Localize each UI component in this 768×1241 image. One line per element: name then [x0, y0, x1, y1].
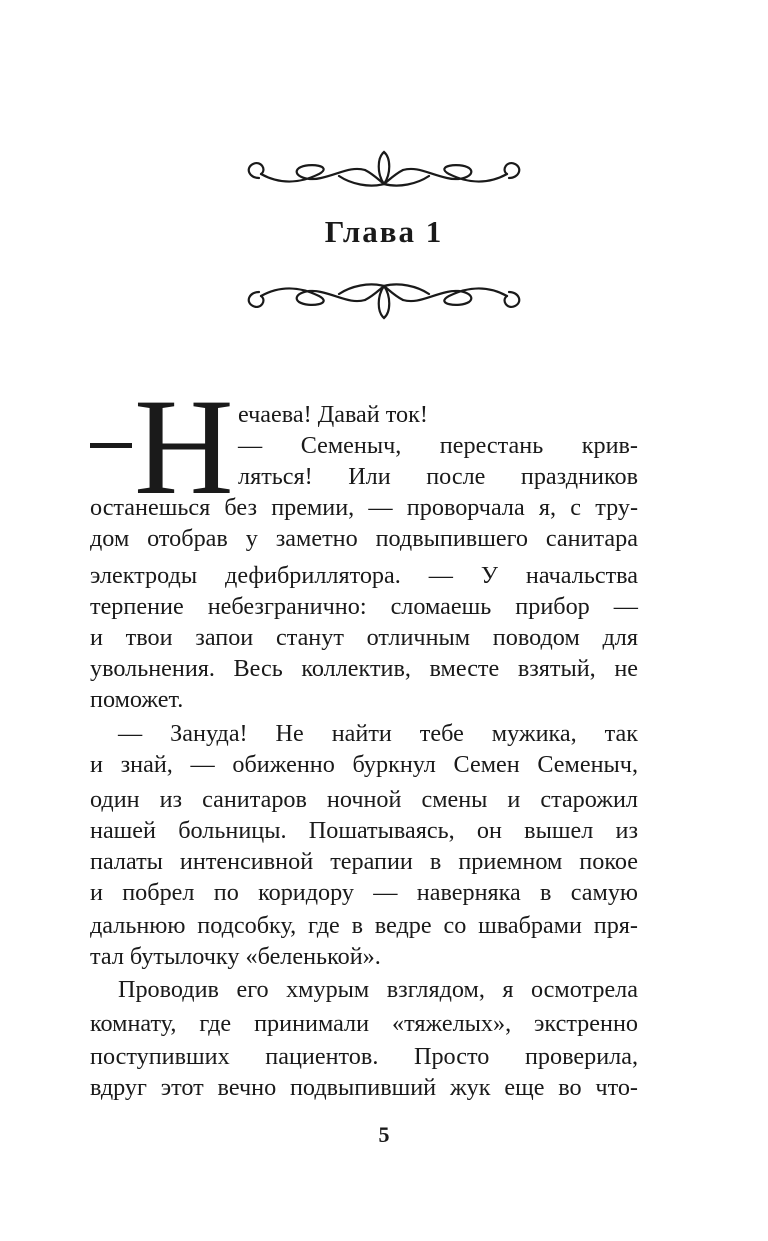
chapter-title: Глава 1: [324, 214, 444, 249]
text-line: терпение небезгранично: сломаешь прибор —: [90, 593, 638, 620]
text-line: тал бутылочку «беленькой».: [90, 943, 381, 970]
text-line: — Зануда! Не найти тебе мужика, так: [118, 720, 638, 747]
text-line: электроды дефибриллятора. — У начальства: [90, 562, 638, 589]
text-line: ечаева! Давай ток!: [238, 401, 428, 428]
dialogue-dash: [90, 443, 132, 448]
text-line: и твои запои станут отличным поводом для: [90, 624, 638, 651]
text-line: и побрел по коридору — наверняка в самую: [90, 879, 638, 906]
text-line: ляться! Или после праздников: [238, 463, 638, 490]
text-line: дальнюю подсобку, где в ведре со швабрами пря-: [90, 912, 638, 939]
text-line: и знай, — обиженно буркнул Семен Семеныч,: [90, 751, 638, 778]
text-line: вдруг этот вечно подвыпивший жук еще во что-: [90, 1074, 638, 1101]
text-line: палаты интенсивной терапии в приемном покое: [90, 848, 638, 875]
text-line: — Семеныч, перестань крив-: [238, 432, 638, 459]
text-line: один из санитаров ночной смены и старожил: [90, 786, 638, 813]
text-line: поможет.: [90, 686, 184, 713]
text-line: дом отобрав у заметно подвыпившего санитара: [90, 525, 638, 552]
text-line: останешься без премии, — проворчала я, с тру-: [90, 494, 638, 521]
text-line: нашей больницы. Пошатываясь, он вышел из: [90, 817, 638, 844]
drop-cap-letter: Н: [134, 370, 234, 523]
bottom-flourish-ornament: [239, 270, 529, 322]
text-line: Проводив его хмурым взглядом, я осмотрела: [118, 976, 638, 1003]
text-line: поступивших пациентов. Просто проверила,: [90, 1043, 638, 1070]
text-line: увольнения. Весь коллектив, вместе взятый, не: [90, 655, 638, 682]
text-line: комнату, где принимали «тяжелых», экстренно: [90, 1010, 638, 1037]
page-number: 5: [378, 1122, 390, 1147]
top-flourish-ornament: [239, 148, 529, 200]
